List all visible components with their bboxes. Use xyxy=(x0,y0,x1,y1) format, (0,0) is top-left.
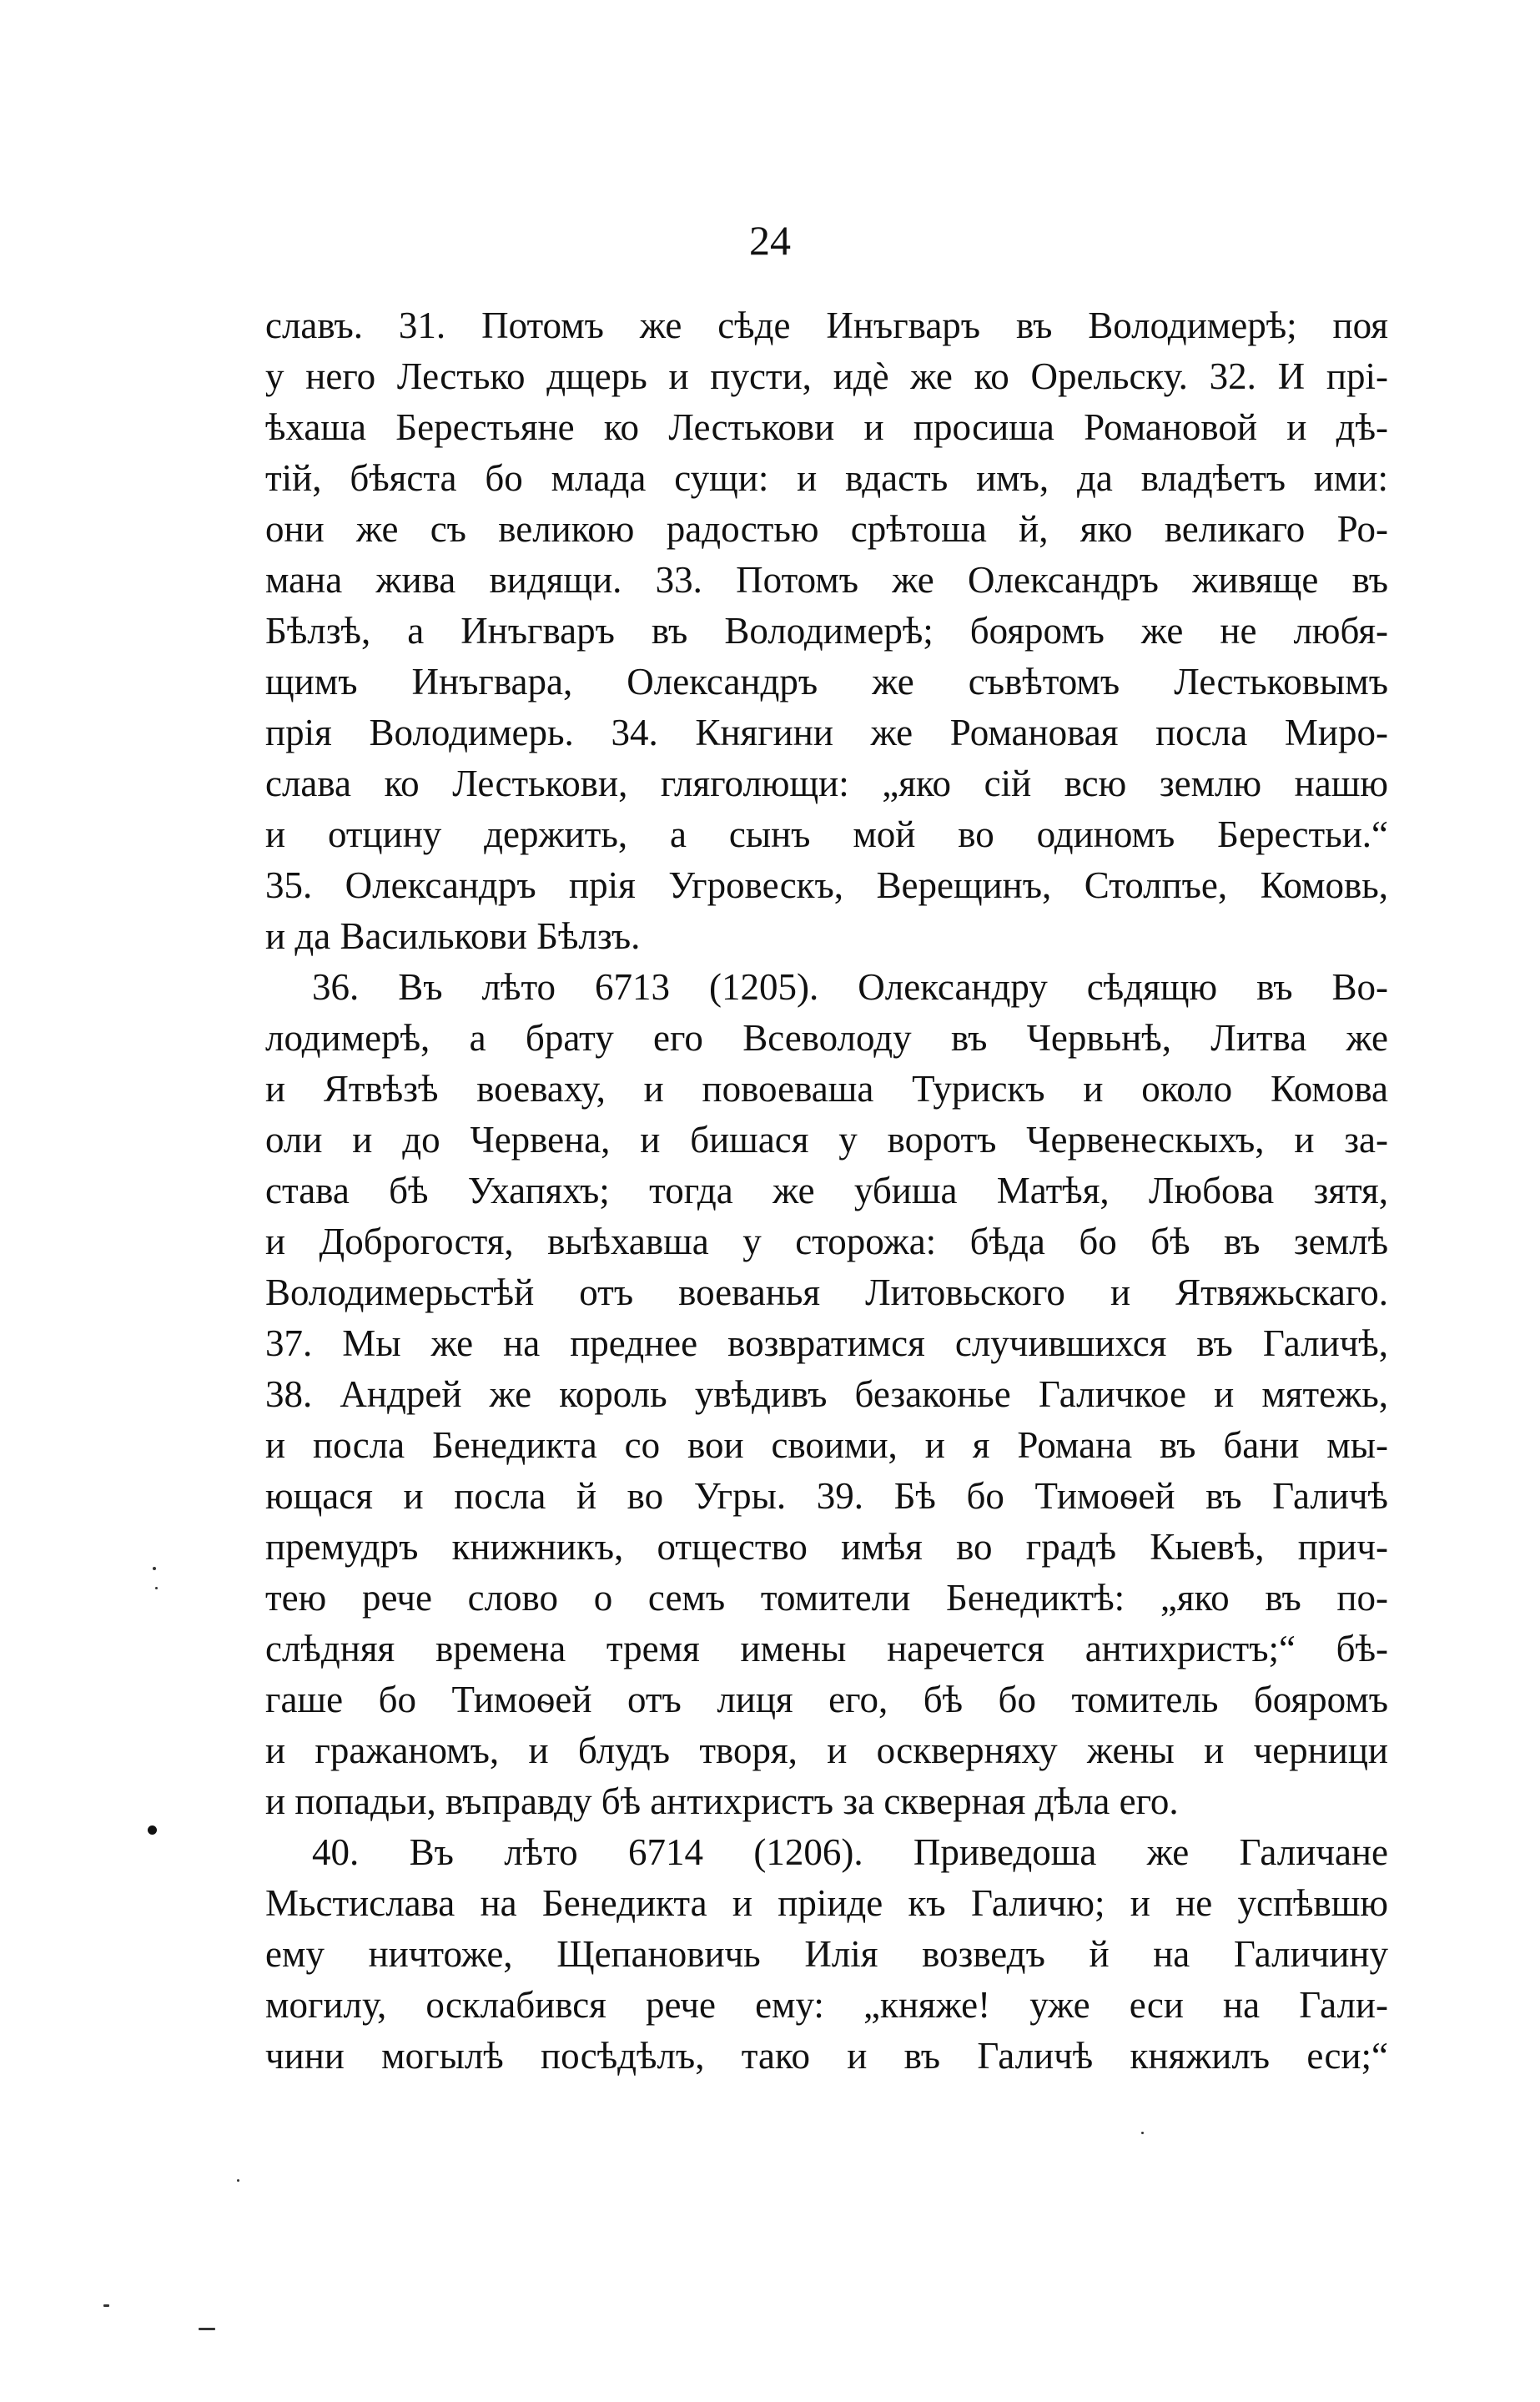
text-line: у него Лестько дщерь и пусти, идѐ же ко Орельску. 32. И прі- xyxy=(265,355,1388,397)
text-line: ющася и посла й во Угры. 39. Бѣ бо Тимоѳей въ Галичѣ xyxy=(265,1475,1388,1517)
text-line: става бѣ Ухапяхъ; тогда же убиша Матѣя, Любова зятя, xyxy=(265,1170,1388,1211)
text-line: славъ. 31. Потомъ же сѣде Инъгваръ въ Володимерѣ; поя xyxy=(265,305,1388,346)
text-line: чини могылѣ посѣдѣлъ, тако и въ Галичѣ княжилъ еси;“ xyxy=(265,2035,1388,2077)
text-line: 35. Олександръ прія Угровескъ, Верещинъ, Столпъе, Комовь, xyxy=(265,864,1388,906)
text-line: прія Володимерь. 34. Княгини же Романовая посла Миро- xyxy=(265,712,1388,753)
scan-speck xyxy=(103,2304,109,2307)
scan-speck xyxy=(199,2328,215,2330)
text-line: лодимерѣ, а брату его Всеволоду въ Червьнѣ, Литва же xyxy=(265,1017,1388,1059)
text-block xyxy=(265,300,1388,2082)
text-line: и гражаномъ, и блудъ творя, и оскверняху жены и черници xyxy=(265,1730,1388,1771)
text-line: и Ятвѣзѣ воеваху, и повоеваша Турискъ и около Комова xyxy=(265,1068,1388,1110)
text-line: слѣдняя времена тремя имены наречется антихристъ;“ бѣ- xyxy=(265,1628,1388,1669)
text-line: щимъ Инъгвара, Олександръ же съвѣтомъ Лестьковымъ xyxy=(265,661,1388,702)
scan-speck xyxy=(1141,2132,1144,2134)
text-line: гаше бо Тимоѳей отъ лиця его, бѣ бо томитель бояромъ xyxy=(265,1679,1388,1720)
text-line: они же съ великою радостью срѣтоша й, яко великаго Ро- xyxy=(265,508,1388,550)
text-line: и отцину держить, а сынъ мой во одиномъ Берестьи.“ xyxy=(265,813,1388,855)
text-line: Бѣлзѣ, а Инъгваръ въ Володимерѣ; бояромъ же не любя- xyxy=(265,610,1388,652)
text-line: слава ко Лестькови, гляголющи: „яко сій всю землю нашю xyxy=(265,763,1388,804)
text-line: могилу, осклабився рече ему: „княже! уже еси на Гали- xyxy=(265,1984,1388,2026)
text-line: мана жива видящи. 33. Потомъ же Олександръ живяще въ xyxy=(265,559,1388,601)
text-line: и посла Бенедикта со вои своими, и я Романа въ бани мы- xyxy=(265,1424,1388,1466)
text-line: и да Василькови Бѣлзъ. xyxy=(265,915,641,957)
text-line: Володимерьстѣй отъ воеванья Литовьского и Ятвяжьскаго. xyxy=(265,1271,1388,1313)
text-line: ѣхаша Берестьяне ко Лестькови и просиша Романовой и дѣ- xyxy=(265,406,1388,448)
page-number: 24 xyxy=(749,217,791,264)
text-line: 40. Въ лѣто 6714 (1206). Приведоша же Галичане xyxy=(312,1831,1388,1873)
text-line: тею рече слово о семъ томители Бенедиктѣ: „яко въ по- xyxy=(265,1577,1388,1619)
text-line: Мьстислава на Бенедикта и пріиде къ Галичю; и не успѣвшю xyxy=(265,1882,1388,1924)
text-line: 36. Въ лѣто 6713 (1205). Олександру сѣдящю въ Во- xyxy=(312,966,1388,1008)
text-line: ему ничтоже, Щепановичь Илія возведъ й на Галичину xyxy=(265,1933,1388,1975)
text-line: 37. Мы же на преднее возвратимся случившихся въ Галичѣ, xyxy=(265,1322,1388,1364)
text-line: и Доброгостя, выѣхавша у сторожа: бѣда бо бѣ въ землѣ xyxy=(265,1221,1388,1262)
text-line: 38. Андрей же король увѣдивъ безаконье Галичкое и мятежь, xyxy=(265,1373,1388,1415)
text-line: оли и до Червена, и бишася у воротъ Червенескыхъ, и за- xyxy=(265,1119,1388,1161)
text-line: тій, бѣяста бо млада сущи: и вдасть имъ, да владѣетъ ими: xyxy=(265,457,1388,499)
text-line: премудръ книжникъ, отщество имѣя во градѣ Кыевѣ, прич- xyxy=(265,1526,1388,1568)
scan-speck xyxy=(148,1825,157,1835)
scan-speck xyxy=(237,2179,239,2182)
scan-speck xyxy=(153,1567,156,1570)
scan-speck xyxy=(155,1587,158,1589)
text-line: и попадьи, въправду бѣ антихристъ за скверная дѣла его. xyxy=(265,1780,1179,1822)
